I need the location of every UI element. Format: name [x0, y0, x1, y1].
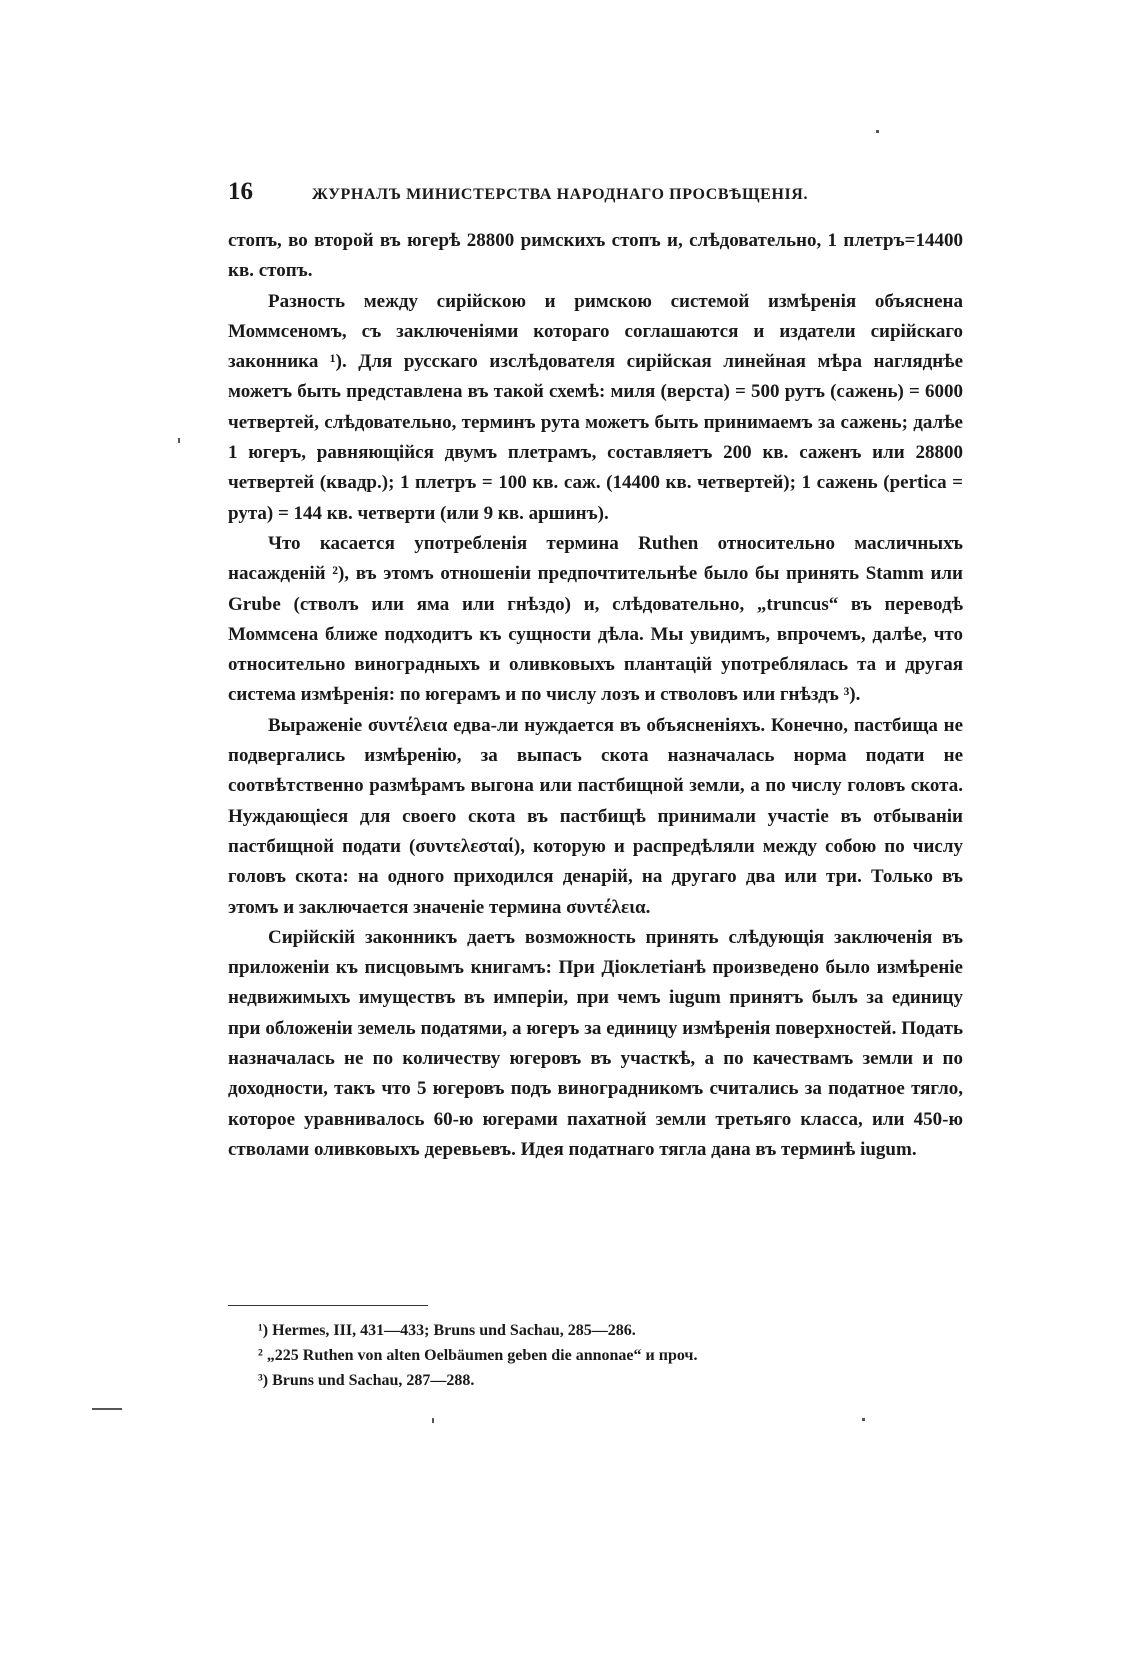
body-text [228, 226, 963, 1165]
footnote-1: ¹) Hermes, III, 431—433; Bruns und Sachau, 285—286. [258, 1322, 636, 1339]
footnote-rule [228, 1305, 428, 1306]
speck [92, 1408, 122, 1410]
footnote-2: ² „225 Ruthen von alten Oelbäumen geben die annonae“ и проч. [258, 1347, 698, 1364]
footnotes [258, 1318, 958, 1393]
footnote-3: ³) Bruns und Sachau, 287—288. [258, 1372, 475, 1389]
paragraph-5: Сирійскій законникъ даетъ возможность принять слѣдующія заключенія въ приложеніи къ писцовымъ книгамъ: При Діоклетіанѣ произведено было измѣреніе недвижимыхъ имуществъ въ имперіи, при чемъ iugum принятъ былъ за единицу при обложеніи земель податями, а югеръ за единицу измѣренія поверхностей. Подать назначалась не по количеству югеровъ въ участкѣ, а по качествамъ земли и по доходности, такъ что 5 югеровъ подъ виноградникомъ считались за податное тягло, которое уравнивалось 60-ю югерами пахатной земли третьяго класса, или 450-ю стволами оливковыхъ деревьевъ. Идея податнаго тягла дана въ терминѣ iugum. [228, 926, 963, 1160]
paragraph-4: Выраженіе συντέλεια едва-ли нуждается въ объясненіяхъ. Конечно, пастбища не подвергались измѣренію, за выпасъ скота назначалась норма подати не соотвѣтственно размѣрамъ выгона или пастбищной земли, а по числу головъ скота. Нуждающіеся для своего скота въ пастбищѣ принимали участіе въ отбываніи пастбищной подати (συντελεσταί), которую и распредѣляли между собою по числу головъ скота: на одного приходился денарій, на другаго два или три. Только въ этомъ и заключается значеніе термина συντέλεια. [228, 714, 963, 918]
paragraph-3: Что касается употребленія термина Ruthen относительно масличныхъ насажденій ²), въ этомъ отношеніи предпочтительнѣе было бы принять Stamm или Grube (стволъ или яма или гнѣздо) и, слѣдовательно, „truncus“ въ переводѣ Моммсена ближе подходитъ къ сущности дѣла. Мы увидимъ, впрочемъ, далѣе, что относительно виноградныхъ и оливковыхъ плантацій употреблялась та и другая система измѣренія: по югерамъ и по числу лозъ и стволовъ или гнѣздъ ³). [228, 532, 963, 706]
speck [432, 1418, 434, 1423]
speck [178, 438, 180, 443]
paragraph-1: стопъ, во второй въ югерѣ 28800 римскихъ стопъ и, слѣдовательно, 1 плетръ=14400 кв. стопъ. [228, 230, 963, 282]
page-number: 16 [228, 178, 253, 205]
speck [876, 130, 879, 133]
paragraph-2: Разность между сирійскою и римскою системой измѣренія объяснена Моммсеномъ, съ заключеніями котораго соглашаются и издатели сирійскаго законника ¹). Для русскаго изслѣдователя сирійская линейная мѣра нагляднѣе можетъ быть представлена въ такой схемѣ: миля (верста) = 500 рутъ (сажень) = 6000 четвертей, слѣдовательно, терминъ рута можетъ быть принимаемъ за сажень; далѣе 1 югеръ, равняющійся двумъ плетрамъ, составляетъ 200 кв. саженъ или 28800 четвертей (квадр.); 1 плетръ = 100 кв. саж. (14400 кв. четвертей); 1 сажень (pertica = рута) = 144 кв. четверти (или 9 кв. аршинъ). [228, 290, 963, 524]
speck [862, 1418, 865, 1421]
journal-title: ЖУРНАЛЪ МИНИСТЕРСТВА НАРОДНАГО ПРОСВѢЩЕНІЯ. [312, 186, 809, 203]
running-head [228, 178, 988, 206]
